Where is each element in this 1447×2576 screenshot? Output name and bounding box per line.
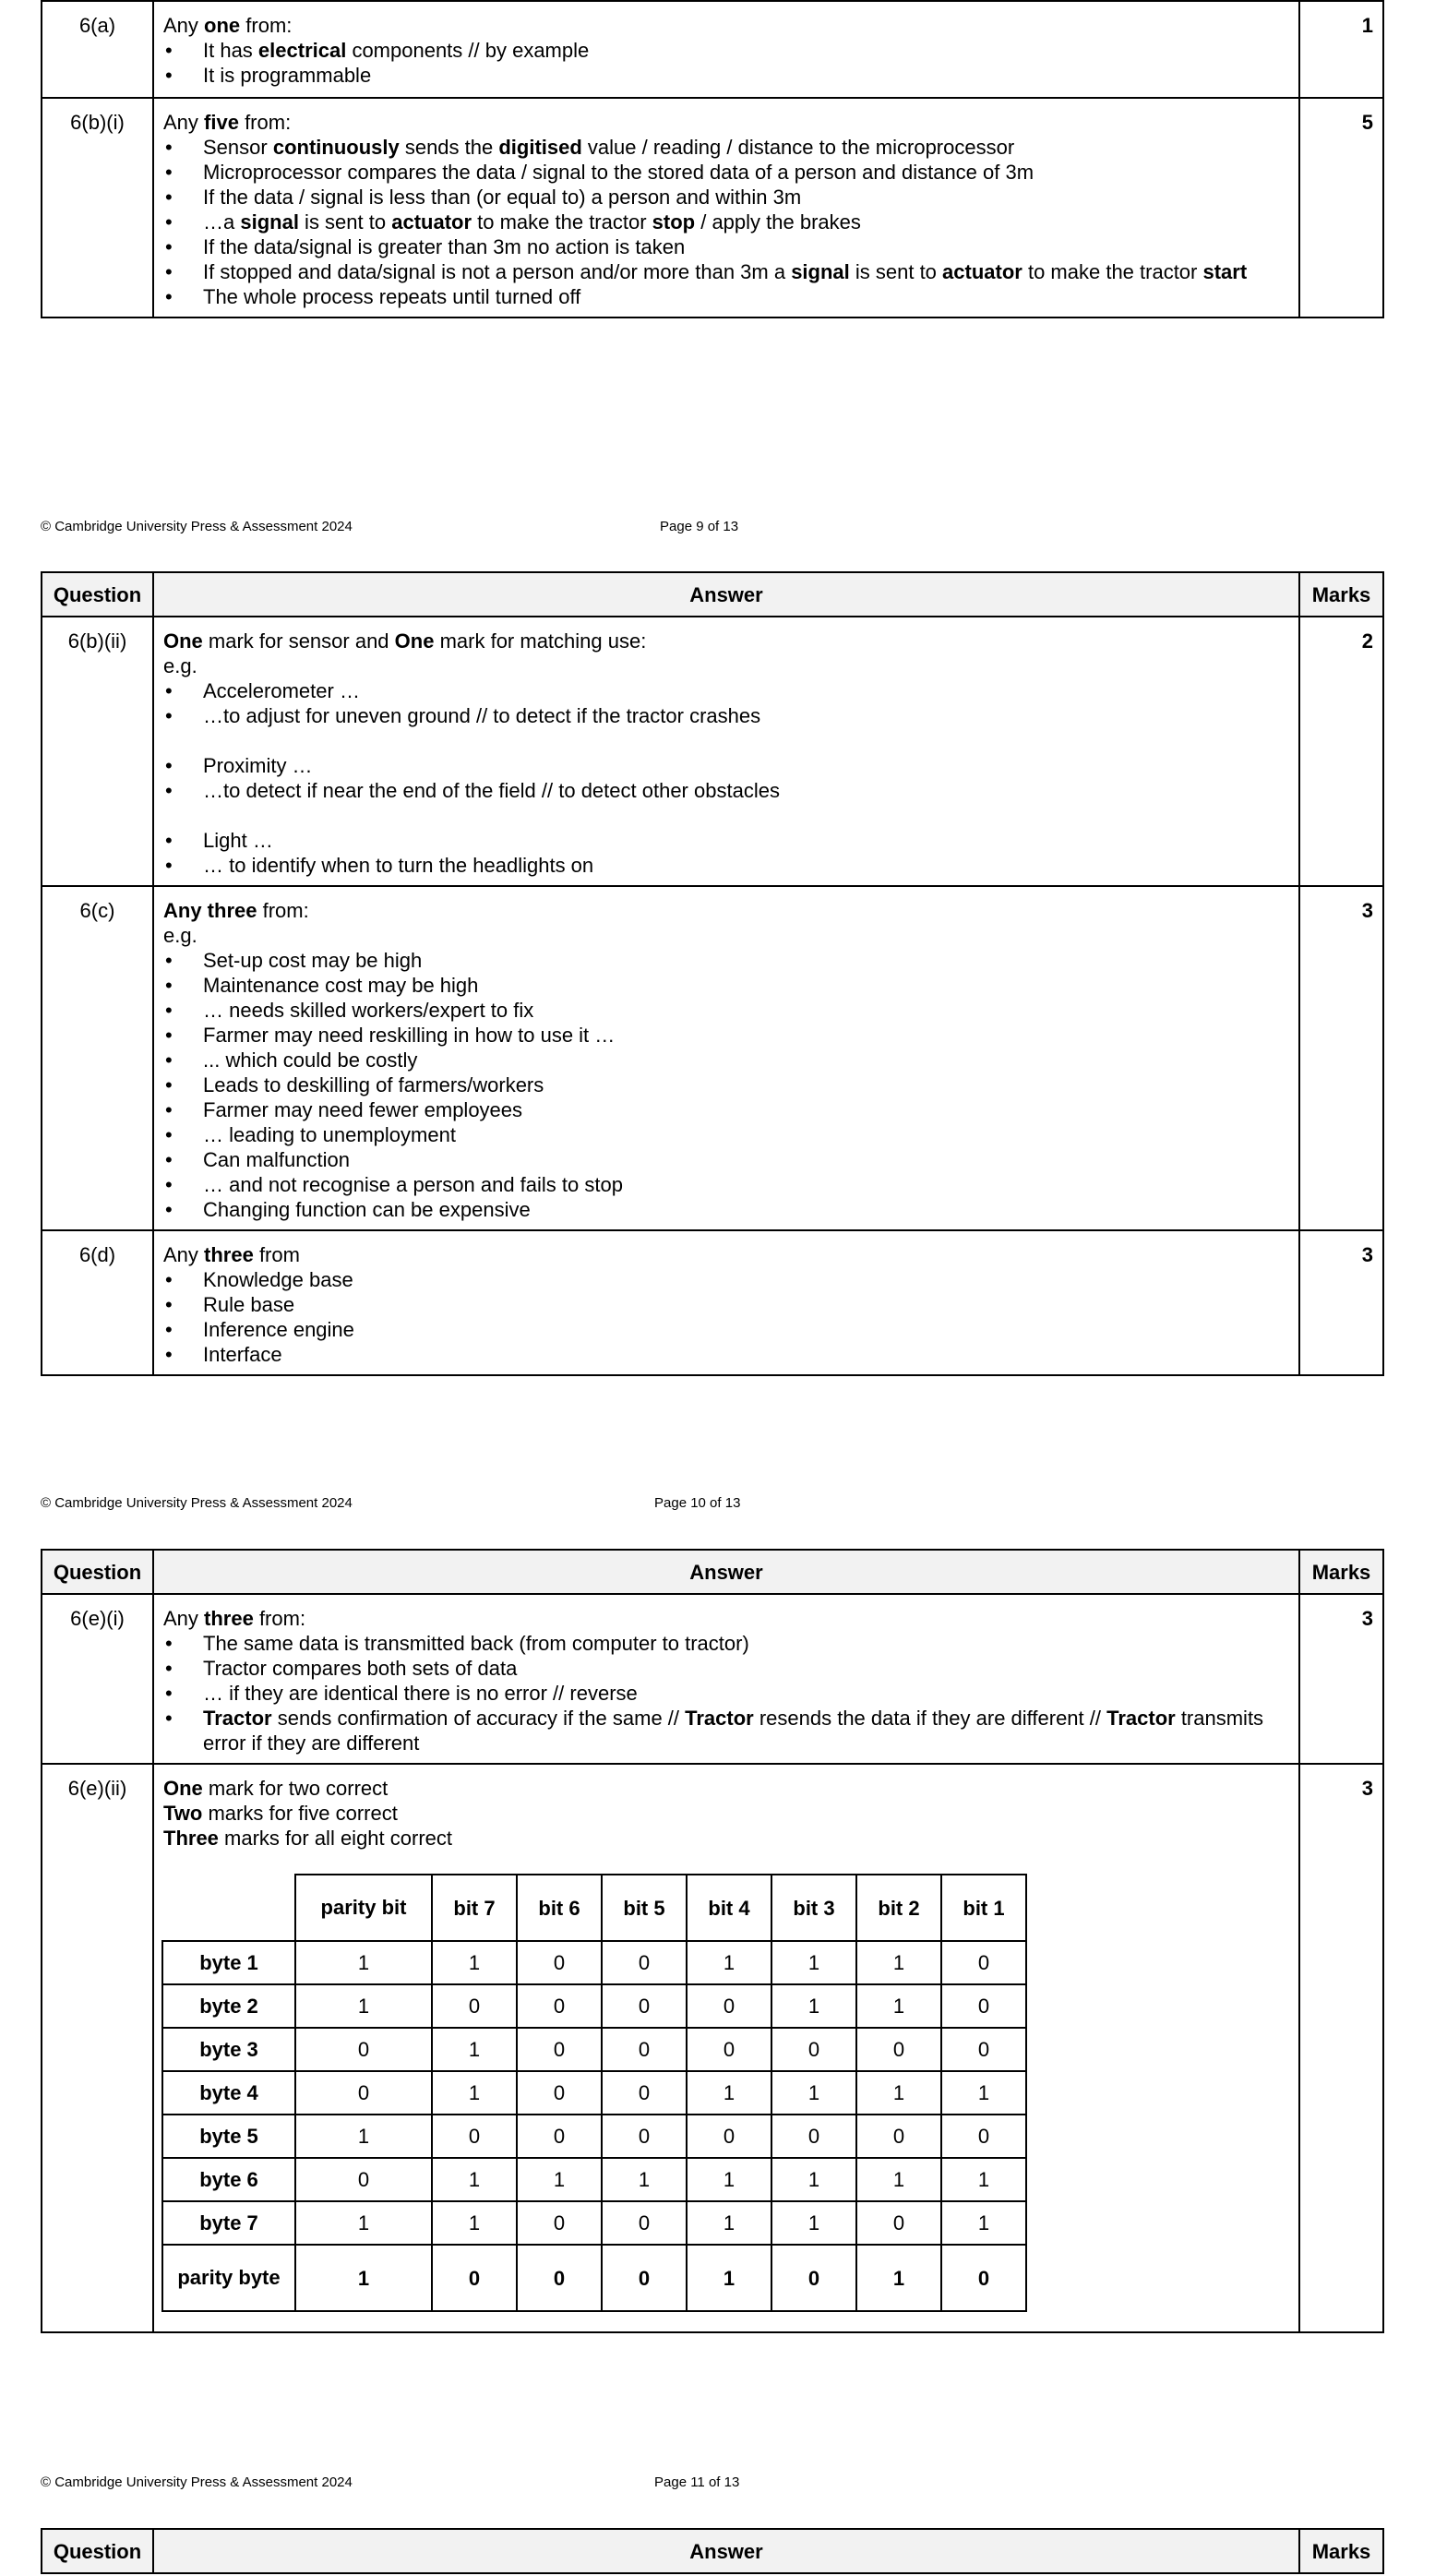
parity-cell: 1 <box>856 2158 941 2201</box>
text-run: …to adjust for uneven ground // to detect if the tractor crashes <box>203 704 761 727</box>
bullet-list <box>163 948 1289 1222</box>
parity-cell: 0 <box>602 2028 687 2071</box>
bullet-item <box>163 160 1289 185</box>
answer-intro <box>163 110 1289 135</box>
column-header-answer: Answer <box>153 1550 1299 1594</box>
parity-cell: 1 <box>941 2071 1026 2115</box>
column-header-answer: Answer <box>153 572 1299 617</box>
copyright-footer: © Cambridge University Press & Assessment 2024 <box>41 1495 353 1511</box>
parity-cell: 1 <box>856 1984 941 2028</box>
page-number: Page 10 of 13 <box>654 1495 741 1511</box>
bullet-item <box>163 853 1289 878</box>
markscheme-table-page-12 <box>41 2528 1384 2574</box>
parity-cell: 1 <box>771 1984 856 2028</box>
table-row <box>42 1764 1383 2332</box>
bullet-item <box>163 1342 1289 1367</box>
bold-text: start <box>1202 260 1248 283</box>
bold-text: One <box>163 1777 203 1800</box>
text-run: / apply the brakes <box>695 210 861 234</box>
parity-column-header: bit 7 <box>432 1875 517 1941</box>
text-run: Accelerometer … <box>203 679 360 702</box>
bold-text: Any three <box>163 899 257 922</box>
text-run: transmits error if they are different <box>203 1707 1264 1755</box>
text-run: ... which could be costly <box>203 1048 418 1072</box>
parity-cell: 0 <box>602 2201 687 2245</box>
bold-text: electrical <box>257 39 347 62</box>
text-run: value / reading / distance to the microprocessor <box>581 136 1015 159</box>
bold-text: Tractor <box>685 1707 754 1730</box>
bold-text: signal <box>791 260 850 283</box>
text-run: … needs skilled workers/expert to fix <box>203 999 534 1022</box>
parity-cell: 0 <box>687 2028 771 2071</box>
column-header-marks: Marks <box>1299 572 1383 617</box>
parity-cell: 0 <box>771 2245 856 2311</box>
parity-row <box>162 2071 1026 2115</box>
bullet-item <box>163 38 1289 63</box>
column-header-question: Question <box>42 2529 153 2573</box>
bullet-item <box>163 778 1289 803</box>
bullet-item <box>163 1122 1289 1147</box>
parity-cell: 1 <box>771 2071 856 2115</box>
answer-intro <box>163 1242 1289 1267</box>
parity-cell: 1 <box>295 2201 432 2245</box>
text-run: The same data is transmitted back (from computer to tractor) <box>203 1632 749 1655</box>
mark-allocation <box>161 1776 1289 1851</box>
parity-cell: 0 <box>517 2115 602 2158</box>
parity-column-header: parity bit <box>295 1875 432 1941</box>
bullet-list <box>163 678 1289 878</box>
parity-cell: 1 <box>856 2245 941 2311</box>
text-run: resends the data if they are different // <box>753 1707 1107 1730</box>
bold-text: digitised <box>498 136 582 159</box>
text-run: Rule base <box>203 1293 295 1316</box>
parity-cell: 0 <box>517 2201 602 2245</box>
text-run: Changing function can be expensive <box>203 1198 531 1221</box>
marks-value: 1 <box>1299 1 1383 98</box>
page-number: Page 9 of 13 <box>660 519 739 534</box>
list-spacer <box>163 803 1289 828</box>
answer-cell <box>153 98 1299 318</box>
list-spacer <box>163 728 1289 753</box>
table-row <box>42 617 1383 886</box>
parity-cell: 1 <box>295 1984 432 2028</box>
parity-cell: 0 <box>517 1984 602 2028</box>
bullet-item <box>163 1706 1289 1755</box>
parity-cell: 0 <box>295 2028 432 2071</box>
parity-cell: 0 <box>432 2115 517 2158</box>
parity-cell: 0 <box>602 1941 687 1984</box>
parity-cell: 0 <box>295 2071 432 2115</box>
bullet-item <box>163 1631 1289 1656</box>
parity-column-header: bit 2 <box>856 1875 941 1941</box>
parity-cell: 0 <box>295 2158 432 2201</box>
parity-column-header: bit 4 <box>687 1875 771 1941</box>
parity-cell: 1 <box>517 2158 602 2201</box>
answer-intro-eg: e.g. <box>163 924 197 947</box>
question-number: 6(e)(i) <box>42 1594 153 1764</box>
text-run: Proximity … <box>203 754 313 777</box>
text-run: components // by example <box>346 39 590 62</box>
parity-cell: 0 <box>941 1941 1026 1984</box>
parity-cell: 0 <box>517 1941 602 1984</box>
answer-cell <box>153 1 1299 98</box>
question-number: 6(d) <box>42 1230 153 1375</box>
table-header-row <box>42 2529 1383 2573</box>
parity-cell: 0 <box>602 2115 687 2158</box>
parity-cell: 0 <box>856 2201 941 2245</box>
marks-value: 2 <box>1299 617 1383 886</box>
bullet-item <box>163 998 1289 1023</box>
text-run: mark for sensor and <box>202 629 395 653</box>
text-run: Any <box>163 111 205 134</box>
mark-line <box>163 1801 1289 1826</box>
parity-cell: 1 <box>687 1941 771 1984</box>
text-run: mark for matching use: <box>434 629 647 653</box>
table-row <box>42 1594 1383 1764</box>
parity-cell: 1 <box>771 2158 856 2201</box>
answer-intro <box>163 898 1289 923</box>
bullet-item <box>163 678 1289 703</box>
text-run: from: <box>240 14 293 37</box>
bullet-item <box>163 1048 1289 1072</box>
parity-row-label: byte 6 <box>162 2158 295 2201</box>
page-number: Page 11 of 13 <box>654 2474 740 2490</box>
bullet-item <box>163 1267 1289 1292</box>
answer-cell <box>153 1764 1299 2332</box>
mark-line <box>163 1826 1289 1851</box>
parity-row-label: byte 1 <box>162 1941 295 1984</box>
parity-cell: 1 <box>687 2158 771 2201</box>
parity-row-label: byte 5 <box>162 2115 295 2158</box>
answer-intro <box>163 1606 1289 1631</box>
parity-cell: 1 <box>687 2245 771 2311</box>
markscheme-table-page-11 <box>41 1549 1384 2333</box>
bullet-item <box>163 973 1289 998</box>
copyright-footer: © Cambridge University Press & Assessment 2024 <box>41 2474 353 2490</box>
answer-cell <box>153 1594 1299 1764</box>
parity-row <box>162 2028 1026 2071</box>
parity-cell: 1 <box>771 2201 856 2245</box>
bold-text: actuator <box>391 210 472 234</box>
bullet-item <box>163 753 1289 778</box>
bullet-item <box>163 284 1289 309</box>
parity-cell: 1 <box>295 1941 432 1984</box>
parity-cell: 0 <box>941 2115 1026 2158</box>
parity-row-label: parity byte <box>162 2245 295 2311</box>
parity-row-label: byte 4 <box>162 2071 295 2115</box>
parity-cell: 0 <box>856 2115 941 2158</box>
table-row <box>42 98 1383 318</box>
text-run: Light … <box>203 829 273 852</box>
text-run: marks for all eight correct <box>218 1827 452 1850</box>
parity-cell: 0 <box>517 2071 602 2115</box>
question-number: 6(e)(ii) <box>42 1764 153 2332</box>
parity-cell: 0 <box>517 2245 602 2311</box>
question-number: 6(b)(i) <box>42 98 153 318</box>
bullet-item <box>163 135 1289 160</box>
markscheme-table-page-10 <box>41 571 1384 1376</box>
text-run: It is programmable <box>203 64 372 87</box>
bullet-list <box>163 1631 1289 1755</box>
marks-value: 3 <box>1299 1230 1383 1375</box>
parity-row-label: byte 7 <box>162 2201 295 2245</box>
parity-cell: 0 <box>517 2028 602 2071</box>
column-header-answer: Answer <box>153 2529 1299 2573</box>
parity-column-header: bit 5 <box>602 1875 687 1941</box>
bullet-item <box>163 63 1289 88</box>
text-run: If the data/signal is greater than 3m no action is taken <box>203 235 686 258</box>
text-run: Set-up cost may be high <box>203 949 423 972</box>
parity-cell: 0 <box>687 2115 771 2158</box>
parity-cell: 1 <box>941 2201 1026 2245</box>
text-run: Interface <box>203 1343 282 1366</box>
answer-cell <box>153 1230 1299 1375</box>
text-run: Maintenance cost may be high <box>203 974 479 997</box>
answer-intro-eg: e.g. <box>163 654 197 677</box>
answer-intro <box>163 629 1289 653</box>
table-row <box>42 886 1383 1230</box>
parity-column-header: bit 3 <box>771 1875 856 1941</box>
text-run: Inference engine <box>203 1318 354 1341</box>
bullet-item <box>163 210 1289 234</box>
text-run: from <box>253 1243 300 1266</box>
parity-row <box>162 2115 1026 2158</box>
parity-cell: 1 <box>432 2071 517 2115</box>
bullet-item <box>163 259 1289 284</box>
parity-row-label: byte 2 <box>162 1984 295 2028</box>
bullet-item <box>163 1023 1289 1048</box>
text-run: sends the <box>399 136 499 159</box>
text-run: Any <box>163 14 205 37</box>
answer-cell <box>153 886 1299 1230</box>
bullet-list <box>163 135 1289 309</box>
table-row <box>42 1 1383 98</box>
table-header-row <box>42 572 1383 617</box>
parity-row <box>162 1941 1026 1984</box>
text-run: Can malfunction <box>203 1148 350 1171</box>
bold-text: Two <box>163 1802 203 1825</box>
parity-cell: 1 <box>771 1941 856 1984</box>
bullet-list <box>163 1267 1289 1367</box>
question-number: 6(a) <box>42 1 153 98</box>
bullet-item <box>163 185 1289 210</box>
text-run: sends confirmation of accuracy if the same // <box>271 1707 686 1730</box>
parity-row <box>162 2158 1026 2201</box>
parity-cell: 1 <box>941 2158 1026 2201</box>
column-header-question: Question <box>42 1550 153 1594</box>
bold-text: stop <box>652 210 696 234</box>
marks-value: 3 <box>1299 1764 1383 2332</box>
text-run: Any <box>163 1243 205 1266</box>
parity-cell: 0 <box>856 2028 941 2071</box>
parity-cell: 0 <box>687 1984 771 2028</box>
parity-row <box>162 1984 1026 2028</box>
bold-text: signal <box>240 210 299 234</box>
parity-header-row <box>162 1875 1026 1941</box>
text-run: to make the tractor <box>1022 260 1203 283</box>
text-run: is sent to <box>849 260 943 283</box>
bold-text: five <box>204 111 239 134</box>
parity-cell: 1 <box>602 2158 687 2201</box>
text-run: from: <box>257 899 309 922</box>
parity-cell: 1 <box>432 2201 517 2245</box>
bold-text: One <box>163 629 203 653</box>
text-run: is sent to <box>298 210 392 234</box>
bullet-item <box>163 1656 1289 1681</box>
answer-intro <box>163 13 1289 38</box>
text-run: from: <box>238 111 292 134</box>
blank-corner-cell <box>162 1875 295 1941</box>
bullet-item <box>163 1317 1289 1342</box>
marks-value: 3 <box>1299 886 1383 1230</box>
bullet-item <box>163 1197 1289 1222</box>
parity-cell: 0 <box>602 1984 687 2028</box>
parity-cell: 0 <box>941 1984 1026 2028</box>
bullet-item <box>163 828 1289 853</box>
bold-text: continuously <box>272 136 400 159</box>
text-run: The whole process repeats until turned off <box>203 285 581 308</box>
text-run: Leads to deskilling of farmers/workers <box>203 1073 544 1096</box>
parity-cell: 0 <box>941 2028 1026 2071</box>
text-run: marks for five correct <box>202 1802 398 1825</box>
parity-cell: 0 <box>771 2028 856 2071</box>
text-run: … to identify when to turn the headlights on <box>203 854 594 877</box>
text-run: to make the tractor <box>472 210 652 234</box>
table-header-row <box>42 1550 1383 1594</box>
bullet-item <box>163 1097 1289 1122</box>
parity-cell: 0 <box>602 2245 687 2311</box>
marks-value: 5 <box>1299 98 1383 318</box>
parity-row <box>162 2245 1026 2311</box>
parity-table <box>161 1874 1027 2312</box>
copyright-footer: © Cambridge University Press & Assessment 2024 <box>41 519 353 534</box>
parity-cell: 1 <box>687 2201 771 2245</box>
text-run: … and not recognise a person and fails to stop <box>203 1173 623 1196</box>
table-row <box>42 1230 1383 1375</box>
text-run: Farmer may need fewer employees <box>203 1098 523 1121</box>
parity-cell: 1 <box>687 2071 771 2115</box>
text-run: Microprocessor compares the data / signal to the stored data of a person and distance of 3m <box>203 161 1034 184</box>
parity-cell: 1 <box>295 2115 432 2158</box>
markscheme-table-page-9 <box>41 0 1384 318</box>
text-run: Tractor compares both sets of data <box>203 1657 518 1680</box>
parity-cell: 0 <box>771 2115 856 2158</box>
parity-row <box>162 2201 1026 2245</box>
parity-row-label: byte 3 <box>162 2028 295 2071</box>
parity-column-header: bit 1 <box>941 1875 1026 1941</box>
bullet-item <box>163 1292 1289 1317</box>
parity-cell: 1 <box>295 2245 432 2311</box>
answer-cell <box>153 617 1299 886</box>
mark-line <box>163 1776 1289 1801</box>
bold-text: one <box>204 14 241 37</box>
text-run: If the data / signal is less than (or equal to) a person and within 3m <box>203 186 802 209</box>
bullet-item <box>163 234 1289 259</box>
text-run: …a <box>203 210 241 234</box>
parity-cell: 0 <box>432 1984 517 2028</box>
bullet-list <box>163 38 1289 88</box>
parity-cell: 0 <box>941 2245 1026 2311</box>
text-run: …to detect if near the end of the field // to detect other obstacles <box>203 779 780 802</box>
column-header-question: Question <box>42 572 153 617</box>
marks-value: 3 <box>1299 1594 1383 1764</box>
parity-cell: 0 <box>432 2245 517 2311</box>
bullet-item <box>163 1072 1289 1097</box>
bullet-item <box>163 1147 1289 1172</box>
parity-cell: 0 <box>602 2071 687 2115</box>
text-run: Any <box>163 1607 205 1630</box>
text-run: from: <box>253 1607 306 1630</box>
bullet-item <box>163 1681 1289 1706</box>
bold-text: Tractor <box>1106 1707 1176 1730</box>
text-run: Knowledge base <box>203 1268 353 1291</box>
bullet-item <box>163 948 1289 973</box>
bullet-item <box>163 1172 1289 1197</box>
parity-cell: 1 <box>856 1941 941 1984</box>
parity-cell: 1 <box>432 2028 517 2071</box>
text-run: … if they are identical there is no error // reverse <box>203 1682 638 1705</box>
bold-text: Tractor <box>203 1707 272 1730</box>
question-number: 6(c) <box>42 886 153 1230</box>
parity-cell: 1 <box>856 2071 941 2115</box>
text-run: If stopped and data/signal is not a person and/or more than 3m a <box>203 260 792 283</box>
column-header-marks: Marks <box>1299 1550 1383 1594</box>
text-run: mark for two correct <box>202 1777 389 1800</box>
text-run: Sensor <box>203 136 273 159</box>
parity-cell: 1 <box>432 2158 517 2201</box>
bold-text: three <box>204 1243 254 1266</box>
text-run: Farmer may need reskilling in how to use it … <box>203 1024 616 1047</box>
question-number: 6(b)(ii) <box>42 617 153 886</box>
bold-text: actuator <box>942 260 1022 283</box>
bold-text: One <box>394 629 435 653</box>
bold-text: three <box>204 1607 254 1630</box>
bullet-item <box>163 703 1289 728</box>
parity-cell: 1 <box>432 1941 517 1984</box>
parity-column-header: bit 6 <box>517 1875 602 1941</box>
text-run: It has <box>203 39 258 62</box>
bold-text: Three <box>163 1827 219 1850</box>
text-run: … leading to unemployment <box>203 1123 456 1146</box>
column-header-marks: Marks <box>1299 2529 1383 2573</box>
